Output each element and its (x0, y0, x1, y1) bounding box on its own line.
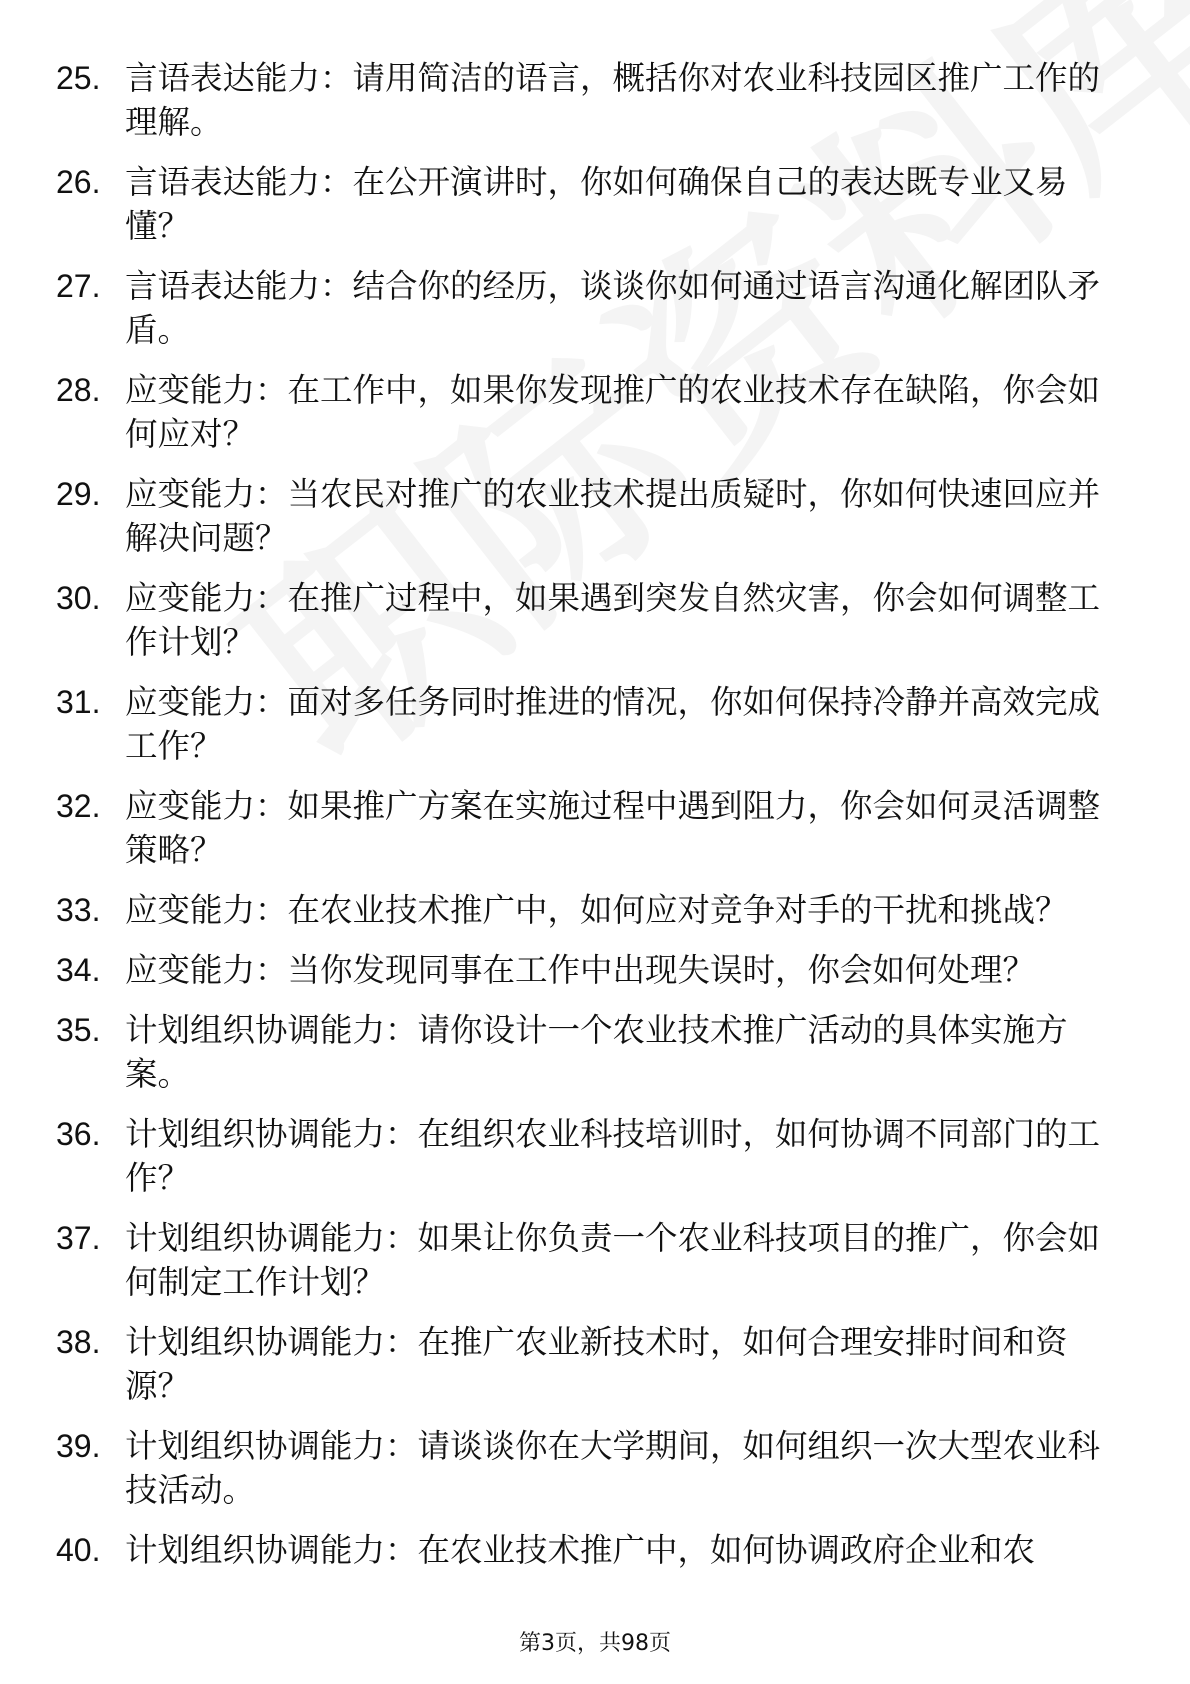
question-text: 计划组织协调能力：在组织农业科技培训时，如何协调不同部门的工作？ (125, 1115, 1101, 1197)
question-number: 39. (56, 1428, 101, 1464)
list-item (0, 56, 1190, 144)
question-number: 26. (56, 164, 101, 200)
question-number: 36. (56, 1116, 101, 1152)
list-item (0, 472, 1190, 560)
question-text: 应变能力：面对多任务同时推进的情况，你如何保持冷静并高效完成工作？ (125, 683, 1101, 765)
question-number: 32. (56, 788, 101, 824)
question-number: 34. (56, 952, 101, 988)
question-number: 30. (56, 580, 101, 616)
question-text: 言语表达能力：在公开演讲时，你如何确保自己的表达既专业又易懂？ (125, 163, 1068, 245)
question-text: 计划组织协调能力：请你设计一个农业技术推广活动的具体实施方案。 (125, 1011, 1068, 1093)
question-number: 33. (56, 892, 101, 928)
list-item (0, 888, 1190, 932)
question-text: 应变能力：如果推广方案在实施过程中遇到阻力，你会如何灵活调整策略？ (125, 787, 1101, 869)
page-number-footer: 第3页，共98页 (519, 1631, 671, 1656)
question-number: 27. (56, 268, 101, 304)
question-text: 应变能力：当农民对推广的农业技术提出质疑时，你如何快速回应并解决问题？ (125, 475, 1101, 557)
list-item (0, 1320, 1190, 1408)
question-number: 31. (56, 684, 101, 720)
list-item (0, 784, 1190, 872)
list-item (0, 576, 1190, 664)
question-text: 应变能力：在工作中，如果你发现推广的农业技术存在缺陷，你会如何应对？ (125, 371, 1101, 453)
question-text: 计划组织协调能力：如果让你负责一个农业科技项目的推广，你会如何制定工作计划？ (125, 1219, 1101, 1301)
question-list (0, 56, 1190, 1588)
list-item (0, 1112, 1190, 1200)
question-number: 38. (56, 1324, 101, 1360)
question-text: 言语表达能力：请用简洁的语言，概括你对农业科技园区推广工作的理解。 (125, 59, 1101, 141)
list-item (0, 680, 1190, 768)
question-number: 35. (56, 1012, 101, 1048)
question-text: 言语表达能力：结合你的经历，谈谈你如何通过语言沟通化解团队矛盾。 (125, 267, 1101, 349)
question-number: 25. (56, 60, 101, 96)
list-item (0, 948, 1190, 992)
list-item (0, 1008, 1190, 1096)
question-text: 应变能力：在农业技术推广中，如何应对竞争对手的干扰和挑战？ (125, 891, 1068, 929)
list-item (0, 1424, 1190, 1512)
question-text: 计划组织协调能力：请谈谈你在大学期间，如何组织一次大型农业科技活动。 (125, 1427, 1101, 1509)
question-number: 40. (56, 1532, 101, 1568)
question-text: 计划组织协调能力：在农业技术推广中，如何协调政府企业和农 (125, 1531, 1036, 1569)
question-text: 应变能力：在推广过程中，如果遇到突发自然灾害，你会如何调整工作计划？ (125, 579, 1101, 661)
question-text: 计划组织协调能力：在推广农业新技术时，如何合理安排时间和资源？ (125, 1323, 1068, 1405)
list-item (0, 1528, 1190, 1572)
question-text: 应变能力：当你发现同事在工作中出现失误时，你会如何处理？ (125, 951, 1036, 989)
question-number: 37. (56, 1220, 101, 1256)
question-number: 28. (56, 372, 101, 408)
question-number: 29. (56, 476, 101, 512)
list-item (0, 1216, 1190, 1304)
list-item (0, 160, 1190, 248)
list-item (0, 264, 1190, 352)
list-item (0, 368, 1190, 456)
